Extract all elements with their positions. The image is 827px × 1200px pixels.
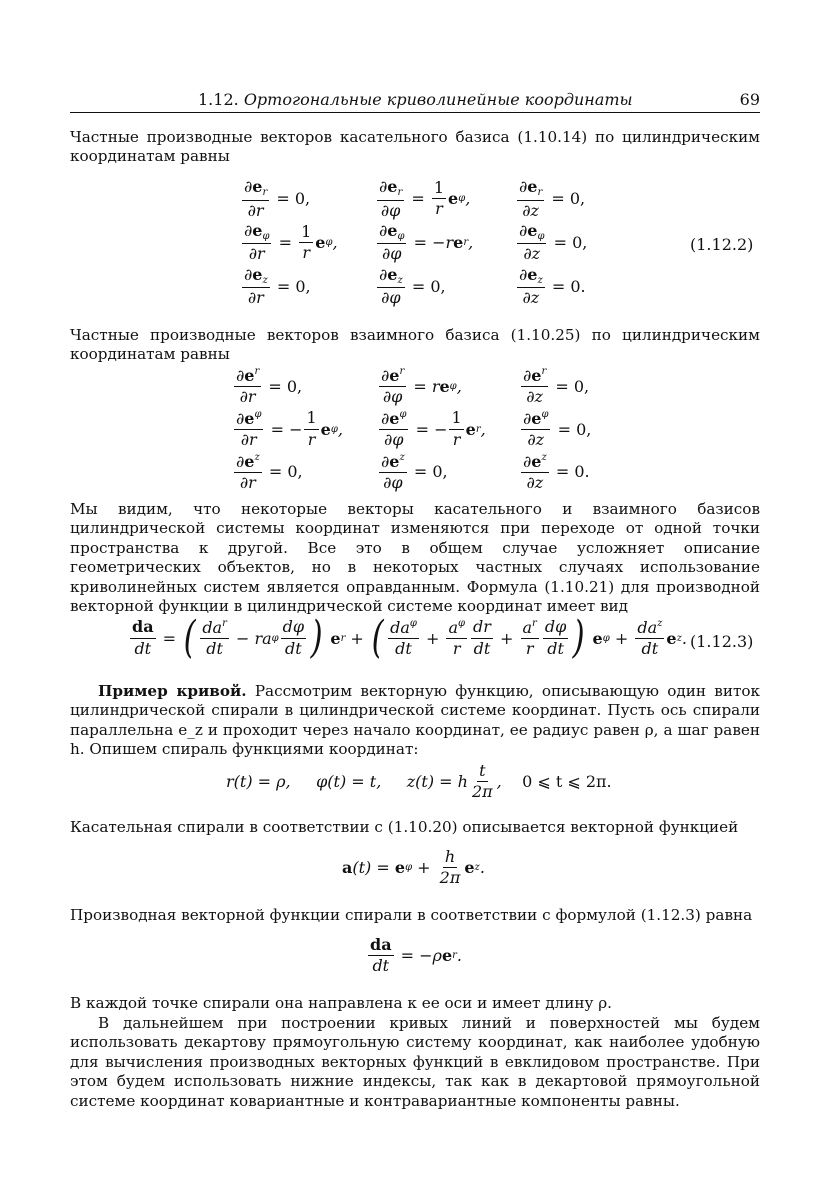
- example-heading: Пример кривой.: [98, 682, 247, 700]
- equation-1-12-2: $\frac{\partial e_r}{\partial r}$ = 0, $\frac{\partial e_r}{\partial\varphi}$ = $\frac{1}{r}$ e φ , $\frac{\partial e_r}{\partial z}$ = 0, $\frac{\partial e_\varphi}{\partial r}$ = $\frac{1}{r}$ e φ , $\frac{\partial e_\varphi}{\partial\varphi}$ = − r e r , $\frac{\partial e_\varphi}{\partial z}$ = 0, $\frac{\partial e_z}{\partial r}$ = 0, $\frac{\partial e_z}{\partial\varphi}$ = 0, $\frac{\partial e_z}{\partial z}$ = 0.: [244, 177, 588, 308]
- equation-helix: r(t) = ρ, φ(t) = t, z(t) = h $\frac{t}{2\pi}$ , 0 ⩽ t ⩽ 2π.: [226, 761, 612, 802]
- paragraph-6: Производная векторной функции спирали в соответствии с формулой (1.12.3) равна: [70, 906, 753, 924]
- equation-derivative: $\frac{da}{dt}$ = − ρ e r .: [370, 935, 463, 976]
- paragraph-7: В каждой точке спирали она направлена к ее оси и имеет длину ρ.: [70, 994, 612, 1012]
- example-text: Рассмотрим векторную функцию, описывающую один виток цилиндрической спирали в цилиндрической системе координат. Пусть ось спирали параллельна e_z и проходит через начало координат, ее радиус равен ρ, а шаг равен h. Опишем спираль функциями координат:: [70, 682, 761, 759]
- section-title-text: Ортогональные криволинейные координаты: [243, 90, 633, 109]
- paragraph-1: Частные производные векторов касательного базиса (1.10.14) по цилиндрическим координатам равны: [70, 128, 760, 166]
- paragraph-4: [70, 682, 760, 760]
- equation-reciprocal-basis: $\frac{\partial e^r}{\partial r}$ = 0, $\frac{\partial e^r}{\partial\varphi}$ = r e φ , $\frac{\partial e^r}{\partial z}$ = 0, $\frac{\partial e^\varphi}{\partial r}$ = − $\frac{1}{r}$ e φ , $\frac{\partial e^\varphi}{\partial\varphi}$ = − $\frac{1}{r}$ e r , $\frac{\partial e^\varphi}{\partial z}$ = 0, $\frac{\partial e^z}{\partial r}$ = 0, $\frac{\partial e^z}{\partial\varphi}$ = 0, $\frac{\partial e^z}{\partial z}$ = 0.: [236, 366, 592, 492]
- equation-1-12-3: $\frac{da}{dt}$ = ( $\frac{da^r}{dt}$ − ra φ $\frac{d\varphi}{dt}$ ) e r + ( $\frac{da^\varphi}{dt}$ + $\frac{a^\varphi}{r}$ $\frac{dr}{dt}$ + $\frac{a^r}{r}$ $\frac{d\varphi}{dt}$ ) e φ + $\frac{da^z}{dt}$ e z .: [132, 612, 687, 663]
- section-title: [198, 90, 633, 109]
- equation-number-1-12-3: (1.12.3): [690, 632, 754, 651]
- equation-number-1-12-2: (1.12.2): [690, 235, 754, 254]
- equation-tangent: a (t) = e φ + $\frac{h}{2\pi}$ e z .: [342, 847, 485, 888]
- section-number: 1.12.: [198, 90, 239, 109]
- helix-range: 0 ⩽ t ⩽ 2π.: [522, 772, 612, 792]
- paragraph-8: В дальнейшем при построении кривых линий и поверхностей мы будем использовать декартову прямоугольную систему координат, как наиболее удобную для вычисления производных векторных функций в евклидовом пространстве. При этом будем использовать нижние индексы, так как в декартовой прямоугольной системе координат ковариантные и контравариантные компоненты равны.: [70, 1014, 760, 1110]
- paragraph-2: Частные производные векторов взаимного базиса (1.10.25) по цилиндрическим координатам равны: [70, 326, 760, 364]
- paragraph-3: Мы видим, что некоторые векторы касательного и взаимного базисов цилиндрической системы координат изменяются при переходе от одной точки пространства к другой. Все это в общем случае усложняет описание геометрических объектов, но в некоторых частных случаях использование криволинейных систем является оправданным. Формула (1.10.21) для производной векторной функции в цилиндрической системе координат имеет вид: [70, 500, 760, 616]
- page-number: 69: [739, 90, 760, 109]
- running-head: [70, 88, 760, 113]
- paragraph-5: Касательная спирали в соответствии с (1.10.20) описывается векторной функцией: [70, 818, 739, 836]
